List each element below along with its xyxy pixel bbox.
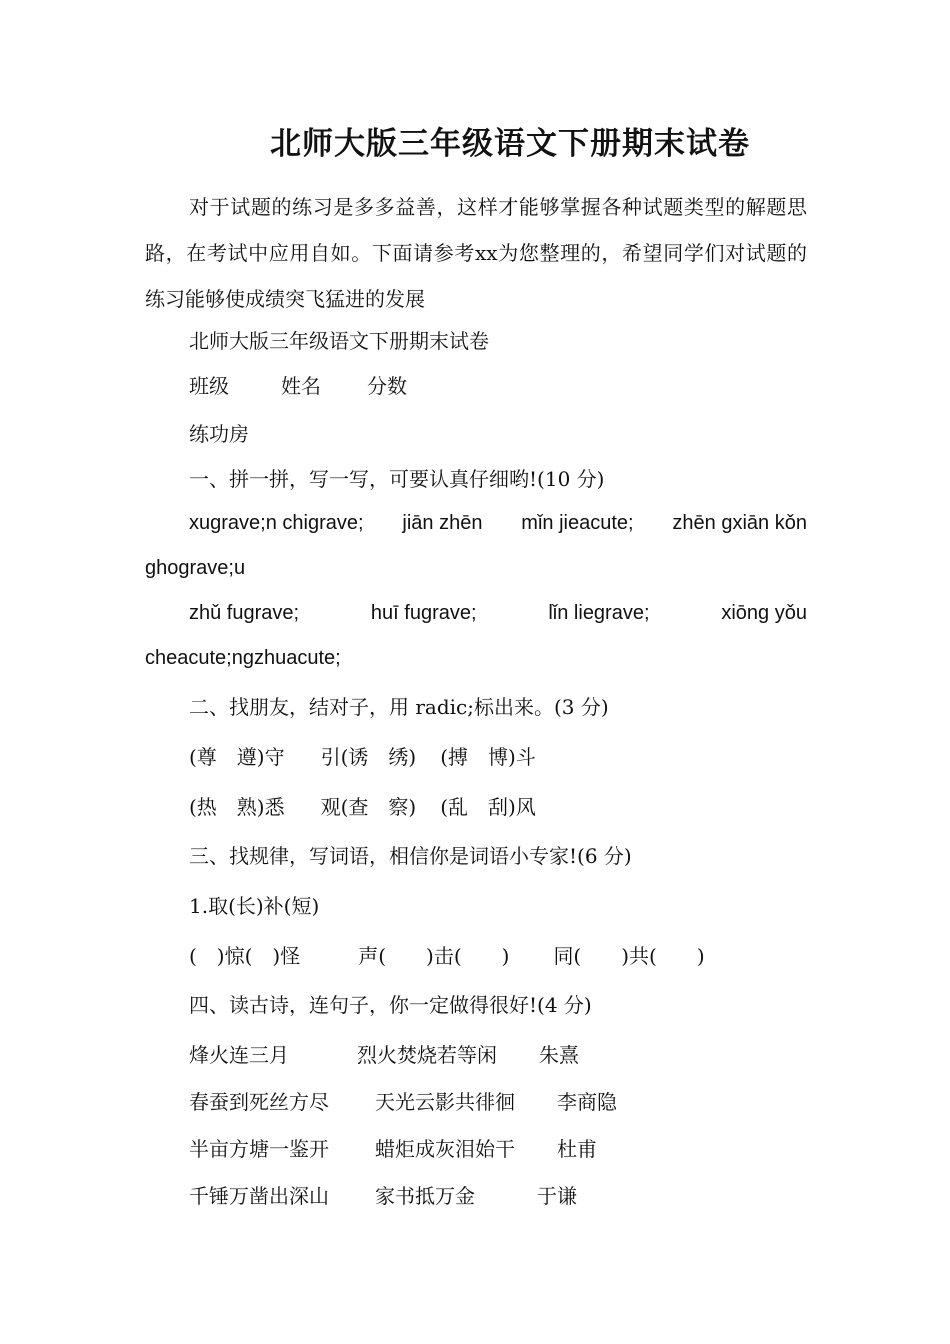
q3-blanks-row: [189, 940, 705, 969]
section-label: 练功房: [189, 422, 249, 446]
poem-line: 烈火焚烧若等闲: [357, 1043, 497, 1067]
word-choice: 观(查 察): [320, 795, 417, 819]
pinyin-item: xugrave;n chigrave;: [189, 512, 364, 534]
word-choice: (热 熟)悉: [189, 795, 285, 819]
pinyin-item-continued: ghograve;u: [145, 557, 246, 579]
pinyin-item: zhēn gxiān kǒn: [672, 512, 807, 534]
q3-heading: 三、找规律，写词语，相信你是词语小专家!(6 分): [189, 844, 632, 868]
student-info-row: [189, 370, 407, 399]
q2-heading: 二、找朋友，结对子，用 radic;标出来。(3 分): [189, 695, 609, 719]
poem-row: [189, 1180, 577, 1209]
word-choice: (搏 博)斗: [440, 745, 536, 769]
poet-name: 朱熹: [539, 1043, 579, 1067]
subtitle: 北师大版三年级语文下册期末试卷: [189, 329, 489, 353]
fill-blank: 声( )击( ): [358, 944, 510, 968]
poem-row: [189, 1086, 617, 1115]
q1-heading: 一、拼一拼，写一写，可要认真仔细哟!(10 分): [189, 467, 605, 491]
poem-line: 烽火连三月: [189, 1043, 289, 1067]
poet-name: 于谦: [537, 1184, 577, 1208]
q3-example: 1.取(长)补(短): [189, 894, 320, 918]
document-title: 北师大版三年级语文下册期末试卷: [270, 126, 750, 162]
pinyin-item: lǐn liegrave;: [548, 602, 650, 624]
q4-heading: 四、读古诗，连句子，你一定做得很好!(4 分): [189, 993, 592, 1017]
q2-row-1: [189, 741, 536, 770]
name-label: 姓名: [281, 374, 321, 398]
q1-pinyin-block-2: [145, 591, 807, 681]
fill-blank: 同( )共( ): [553, 944, 705, 968]
score-label: 分数: [367, 374, 407, 398]
poem-line: 蜡炬成灰泪始干: [375, 1137, 515, 1161]
poem-line: 半亩方塘一鉴开: [189, 1137, 329, 1161]
word-choice: (尊 遵)守: [189, 745, 285, 769]
word-choice: 引(诱 绣): [320, 745, 417, 769]
q2-row-2: [189, 791, 536, 820]
poem-row: [189, 1039, 579, 1068]
poem-row: [189, 1133, 597, 1162]
pinyin-item: huī fugrave;: [370, 602, 477, 624]
pinyin-item: mǐn jieacute;: [521, 512, 634, 534]
pinyin-item-continued: cheacute;ngzhuacute;: [145, 647, 341, 669]
pinyin-item: xiōng yǒu: [721, 602, 807, 624]
q1-pinyin-block-1: [145, 501, 807, 591]
poem-line: 家书抵万金: [375, 1184, 475, 1208]
intro-paragraph: 对于试题的练习是多多益善，这样才能够掌握各种试题类型的解题思路，在考试中应用自如。下面请参考xx为您整理的，希望同学们对试题的练习能够使成绩突飞猛进的发展: [145, 195, 807, 311]
poem-line: 春蚕到死丝方尽: [189, 1090, 329, 1114]
class-label: 班级: [189, 374, 229, 398]
poet-name: 杜甫: [557, 1137, 597, 1161]
poem-line: 天光云影共徘徊: [375, 1090, 515, 1114]
pinyin-item: zhǔ fugrave;: [189, 602, 300, 624]
pinyin-item: jiān zhēn: [402, 512, 483, 534]
poet-name: 李商隐: [557, 1090, 617, 1114]
poem-line: 千锤万凿出深山: [189, 1184, 329, 1208]
word-choice: (乱 刮)风: [440, 795, 536, 819]
fill-blank: ( )惊( )怪: [189, 944, 301, 968]
